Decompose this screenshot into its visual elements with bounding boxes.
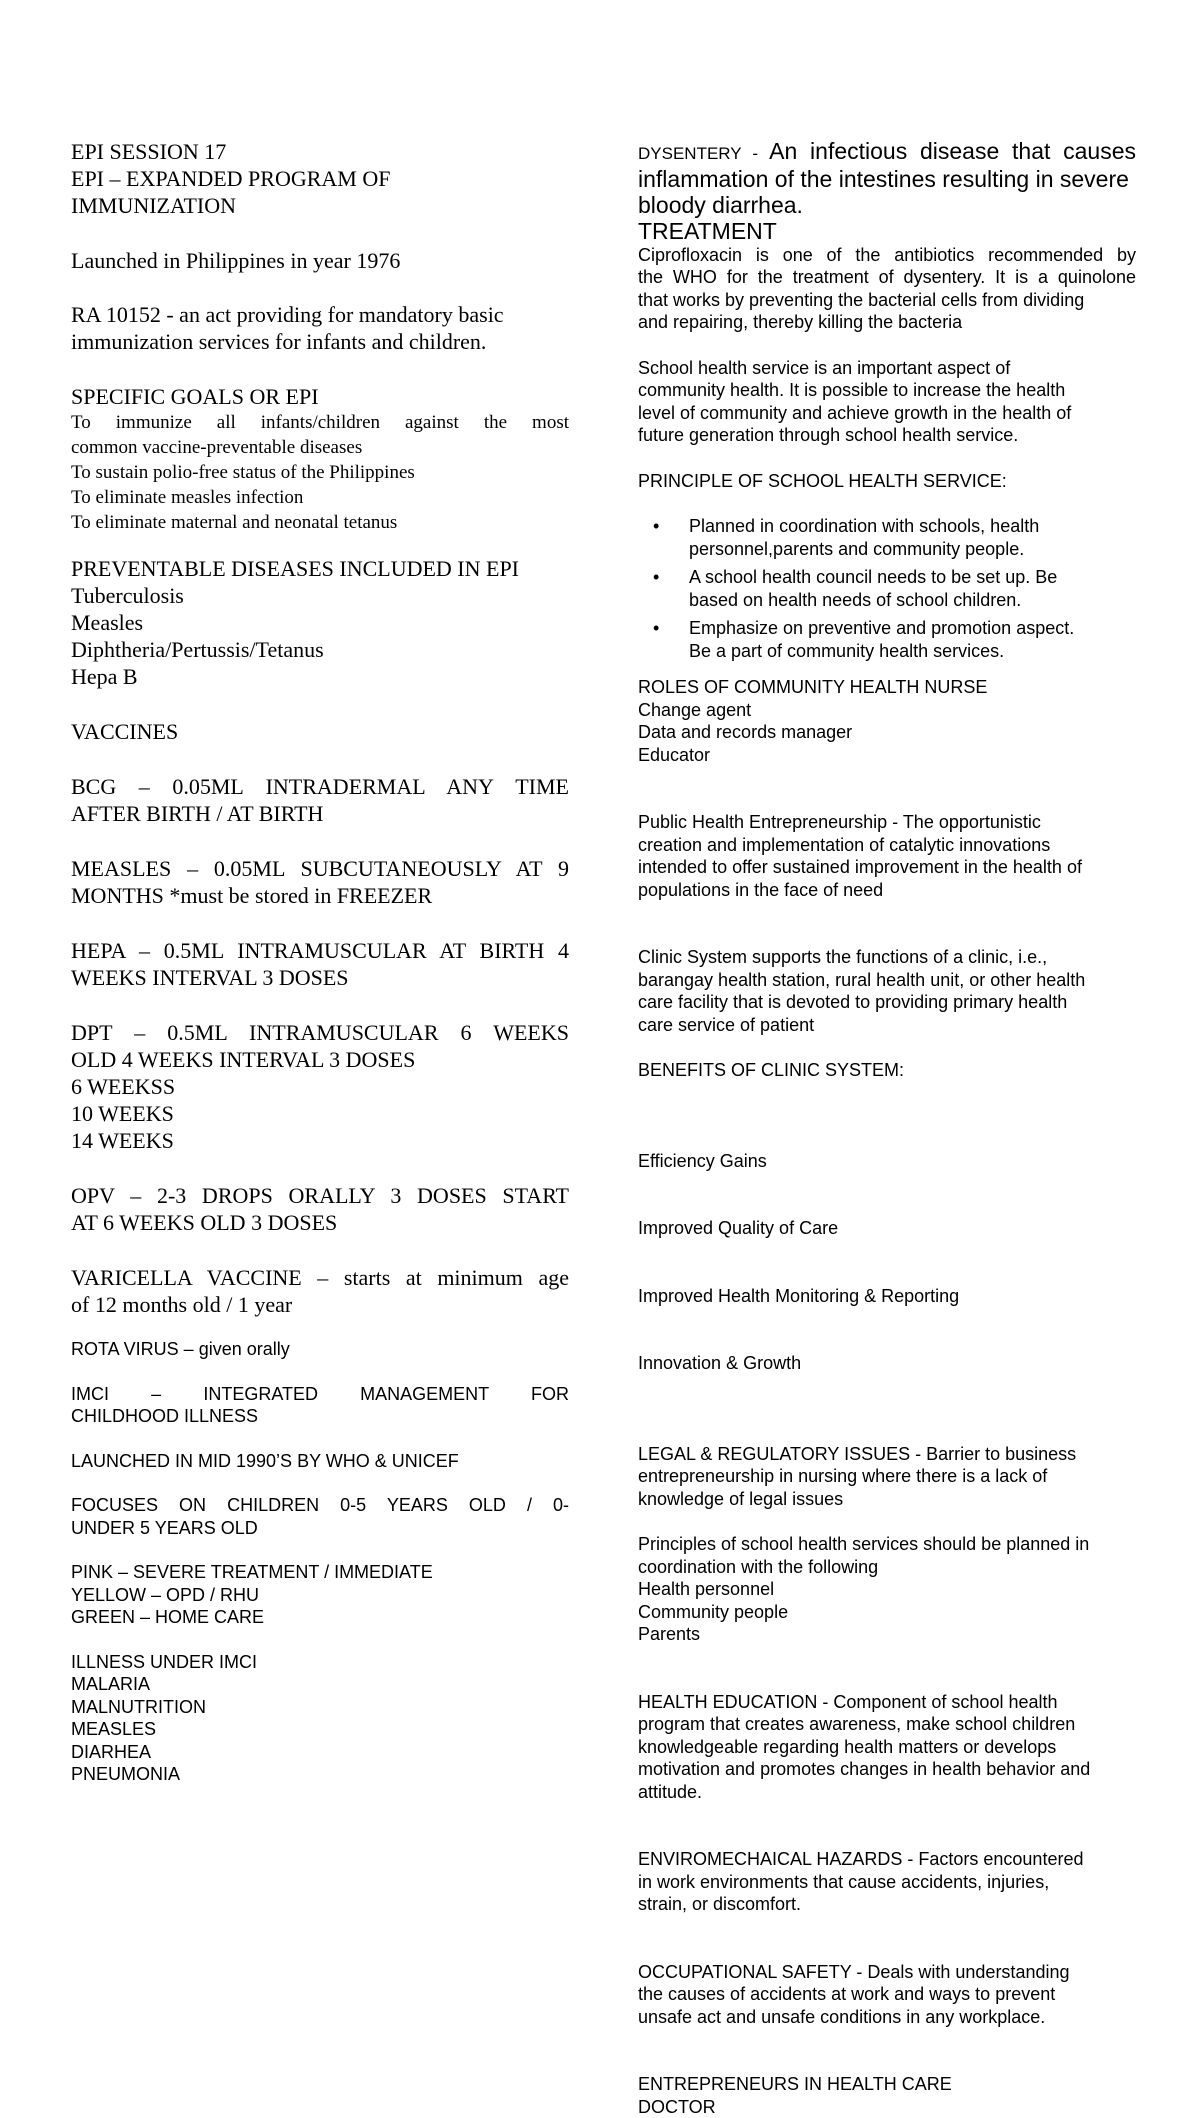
goal-item: common vaccine-preventable diseases xyxy=(71,435,569,460)
bcg-vaccine xyxy=(71,773,569,827)
imci-launched xyxy=(71,1450,569,1473)
illness-item: DIARHEA xyxy=(71,1741,569,1764)
clinic-line: barangay health station, rural health unit, or other health xyxy=(638,969,1136,992)
varicella-line: of 12 months old / 1 year xyxy=(71,1291,569,1318)
dysentery-first-line xyxy=(638,138,1136,166)
school-principles-list xyxy=(638,1533,1136,1646)
principle-heading-text: PRINCIPLE OF SCHOOL HEALTH SERVICE: xyxy=(638,470,1136,493)
dpt-line: 10 WEEKS xyxy=(71,1100,569,1127)
goal-item: To eliminate measles infection xyxy=(71,485,569,510)
goal-item: To eliminate maternal and neonatal tetanus xyxy=(71,510,569,535)
school-health-line: future generation through school health service. xyxy=(638,424,1136,447)
clinic-line: care service of patient xyxy=(638,1014,1136,1037)
benefits-list xyxy=(638,1105,1136,1420)
entrepreneurs-in-health-care xyxy=(638,2073,1136,2118)
imci-illness-list xyxy=(71,1651,569,1786)
session-title xyxy=(71,138,569,219)
imci-color-codes xyxy=(71,1561,569,1629)
benefits-heading xyxy=(638,1059,1136,1082)
benefit-item: Improved Quality of Care xyxy=(638,1217,1136,1240)
health-education-definition xyxy=(638,1691,1136,1804)
disease-item: Measles xyxy=(71,609,569,636)
role-item: Educator xyxy=(638,744,1136,767)
hepa-line: HEPA – 0.5ML INTRAMUSCULAR AT BIRTH 4 xyxy=(71,937,569,964)
list-item xyxy=(638,515,1136,560)
health-education-line: attitude. xyxy=(638,1781,1136,1804)
entrepreneurship-definition xyxy=(638,811,1136,901)
benefit-item: Innovation & Growth xyxy=(638,1352,1136,1375)
treatment-line: the WHO for the treatment of dysentery. It is a quinolone xyxy=(638,266,1136,289)
school-health-line: community health. It is possible to increase the health xyxy=(638,379,1136,402)
title-line: EPI – EXPANDED PROGRAM OF xyxy=(71,165,569,192)
entrepreneurship-line: Public Health Entrepreneurship - The opportunistic xyxy=(638,811,1136,834)
benefit-item: Improved Health Monitoring & Reporting xyxy=(638,1285,1136,1308)
school-principle-line: coordination with the following xyxy=(638,1556,1136,1579)
hazards-line: ENVIROMECHAICAL HAZARDS - Factors encountered xyxy=(638,1848,1136,1871)
treatment-line: that works by preventing the bacterial cells from dividing xyxy=(638,289,1136,312)
dpt-line: 14 WEEKS xyxy=(71,1127,569,1154)
imci-launched-line: LAUNCHED IN MID 1990’S BY WHO & UNICEF xyxy=(71,1450,569,1473)
launched-text xyxy=(71,247,569,274)
legal-line: entrepreneurship in nursing where there is a lack of xyxy=(638,1465,1136,1488)
imci-focus xyxy=(71,1494,569,1539)
bullet-icon: • xyxy=(653,566,659,589)
goal-item: To immunize all infants/children against the most xyxy=(71,410,569,435)
dpt-line: 6 WEEKSS xyxy=(71,1073,569,1100)
dpt-line: DPT – 0.5ML INTRAMUSCULAR 6 WEEKS xyxy=(71,1019,569,1046)
title-line: IMMUNIZATION xyxy=(71,192,569,219)
health-education-line: HEALTH EDUCATION - Component of school health xyxy=(638,1691,1136,1714)
illness-item: PNEUMONIA xyxy=(71,1763,569,1786)
principle-line: Planned in coordination with schools, health xyxy=(689,515,1136,538)
principle-list xyxy=(638,515,1136,662)
school-health-line: School health service is an important aspect of xyxy=(638,357,1136,380)
occupational-safety-definition xyxy=(638,1961,1136,2029)
disease-item: Hepa B xyxy=(71,663,569,690)
health-education-line: knowledgeable regarding health matters or develops xyxy=(638,1736,1136,1759)
health-education-line: program that creates awareness, make school children xyxy=(638,1713,1136,1736)
clinic-line: care facility that is devoted to providing primary health xyxy=(638,991,1136,1014)
school-principle-line: Parents xyxy=(638,1623,1136,1646)
disease-item: Diphtheria/Pertussis/Tetanus xyxy=(71,636,569,663)
color-code-item: PINK – SEVERE TREATMENT / IMMEDIATE xyxy=(71,1561,569,1584)
title-line: EPI SESSION 17 xyxy=(71,138,569,165)
dysentery-line: bloody diarrhea. xyxy=(638,192,1136,218)
dpt-vaccine xyxy=(71,1019,569,1154)
list-item xyxy=(638,617,1136,662)
treatment-line: and repairing, thereby killing the bacteria xyxy=(638,311,1136,334)
role-item: Data and records manager xyxy=(638,721,1136,744)
occupational-line: unsafe act and unsafe conditions in any workplace. xyxy=(638,2006,1136,2029)
vaccines-heading-text: VACCINES xyxy=(71,718,569,745)
entrepreneurship-line: intended to offer sustained improvement in the health of xyxy=(638,856,1136,879)
occupational-line: the causes of accidents at work and ways to prevent xyxy=(638,1983,1136,2006)
imci-definition xyxy=(71,1383,569,1428)
principle-line: personnel,parents and community people. xyxy=(689,538,1136,561)
ra-10152-text xyxy=(71,301,569,355)
nurse-roles xyxy=(638,676,1136,766)
right-column xyxy=(638,138,1136,2118)
opv-line: OPV – 2-3 DROPS ORALLY 3 DOSES START xyxy=(71,1182,569,1209)
measles-vaccine xyxy=(71,855,569,909)
illness-item: MALARIA xyxy=(71,1673,569,1696)
focus-line: UNDER 5 YEARS OLD xyxy=(71,1517,569,1540)
bullet-icon: • xyxy=(653,617,659,640)
school-health-line: level of community and achieve growth in the health of xyxy=(638,402,1136,425)
launched-line: Launched in Philippines in year 1976 xyxy=(71,247,569,274)
bcg-line: BCG – 0.05ML INTRADERMAL ANY TIME xyxy=(71,773,569,800)
legal-line: knowledge of legal issues xyxy=(638,1488,1136,1511)
hazards-definition xyxy=(638,1848,1136,1916)
rota-virus xyxy=(71,1338,569,1361)
clinic-line: Clinic System supports the functions of a clinic, i.e., xyxy=(638,946,1136,969)
vaccines-heading xyxy=(71,718,569,745)
focus-line: FOCUSES ON CHILDREN 0-5 YEARS OLD / 0- xyxy=(71,1494,569,1517)
opv-line: AT 6 WEEKS OLD 3 DOSES xyxy=(71,1209,569,1236)
varicella-line: VARICELLA VACCINE – starts at minimum age xyxy=(71,1264,569,1291)
roles-heading: ROLES OF COMMUNITY HEALTH NURSE xyxy=(638,676,1136,699)
hepa-vaccine xyxy=(71,937,569,991)
preventable-diseases-section xyxy=(71,555,569,690)
color-code-item: YELLOW – OPD / RHU xyxy=(71,1584,569,1607)
ra-line: RA 10152 - an act providing for mandatory basic xyxy=(71,301,569,328)
goal-item: To sustain polio-free status of the Philippines xyxy=(71,460,569,485)
entrepreneurship-line: creation and implementation of catalytic innovations xyxy=(638,834,1136,857)
benefit-item: Efficiency Gains xyxy=(638,1150,1136,1173)
measles-line: MEASLES – 0.05ML SUBCUTANEOUSLY AT 9 xyxy=(71,855,569,882)
principle-line: A school health council needs to be set up. Be xyxy=(689,566,1136,589)
clinic-system-definition xyxy=(638,946,1136,1036)
color-code-item: GREEN – HOME CARE xyxy=(71,1606,569,1629)
dysentery-first-text: An infectious disease that causes xyxy=(769,138,1136,164)
disease-item: Tuberculosis xyxy=(71,582,569,609)
role-item: Change agent xyxy=(638,699,1136,722)
legal-line: LEGAL & REGULATORY ISSUES - Barrier to business xyxy=(638,1443,1136,1466)
varicella-vaccine xyxy=(71,1264,569,1318)
illness-item: ILLNESS UNDER IMCI xyxy=(71,1651,569,1674)
entrepreneurs-heading: ENTREPRENEURS IN HEALTH CARE xyxy=(638,2073,1136,2096)
opv-vaccine xyxy=(71,1182,569,1236)
left-column xyxy=(71,138,569,1786)
bullet-icon: • xyxy=(653,515,659,538)
dysentery-label: DYSENTERY - xyxy=(638,144,769,163)
benefits-heading-text: BENEFITS OF CLINIC SYSTEM: xyxy=(638,1059,1136,1082)
illness-item: MEASLES xyxy=(71,1718,569,1741)
imci-line: IMCI – INTEGRATED MANAGEMENT FOR xyxy=(71,1383,569,1406)
legal-issues-definition xyxy=(638,1443,1136,1511)
hazards-line: strain, or discomfort. xyxy=(638,1893,1136,1916)
school-health-text xyxy=(638,357,1136,447)
health-education-line: motivation and promotes changes in health behavior and xyxy=(638,1758,1136,1781)
principle-line: Be a part of community health services. xyxy=(689,640,1136,663)
dysentery-definition xyxy=(638,138,1136,244)
principle-line: Emphasize on preventive and promotion aspect. xyxy=(689,617,1136,640)
principle-heading xyxy=(638,470,1136,493)
illness-item: MALNUTRITION xyxy=(71,1696,569,1719)
hazards-line: in work environments that cause accidents, injuries, xyxy=(638,1871,1136,1894)
rota-line: ROTA VIRUS – given orally xyxy=(71,1338,569,1361)
occupational-line: OCCUPATIONAL SAFETY - Deals with understanding xyxy=(638,1961,1136,1984)
treatment-line: Ciprofloxacin is one of the antibiotics recommended by xyxy=(638,244,1136,267)
entrepreneurship-line: populations in the face of need xyxy=(638,879,1136,902)
principle-line: based on health needs of school children. xyxy=(689,589,1136,612)
measles-line: MONTHS *must be stored in FREEZER xyxy=(71,882,569,909)
list-item xyxy=(638,566,1136,611)
dysentery-line: inflammation of the intestines resulting in severe xyxy=(638,166,1136,192)
treatment-heading: TREATMENT xyxy=(638,218,1136,244)
goals-heading: SPECIFIC GOALS OR EPI xyxy=(71,383,569,410)
bcg-line: AFTER BIRTH / AT BIRTH xyxy=(71,800,569,827)
ra-line: immunization services for infants and children. xyxy=(71,328,569,355)
diseases-heading: PREVENTABLE DISEASES INCLUDED IN EPI xyxy=(71,555,569,582)
school-principle-line: Community people xyxy=(638,1601,1136,1624)
school-principle-line: Principles of school health services should be planned in xyxy=(638,1533,1136,1556)
imci-line: CHILDHOOD ILLNESS xyxy=(71,1405,569,1428)
dpt-line: OLD 4 WEEKS INTERVAL 3 DOSES xyxy=(71,1046,569,1073)
specific-goals-section xyxy=(71,383,569,535)
entrepreneurs-item: DOCTOR xyxy=(638,2096,1136,2118)
school-principle-line: Health personnel xyxy=(638,1578,1136,1601)
treatment-text xyxy=(638,244,1136,334)
hepa-line: WEEKS INTERVAL 3 DOSES xyxy=(71,964,569,991)
